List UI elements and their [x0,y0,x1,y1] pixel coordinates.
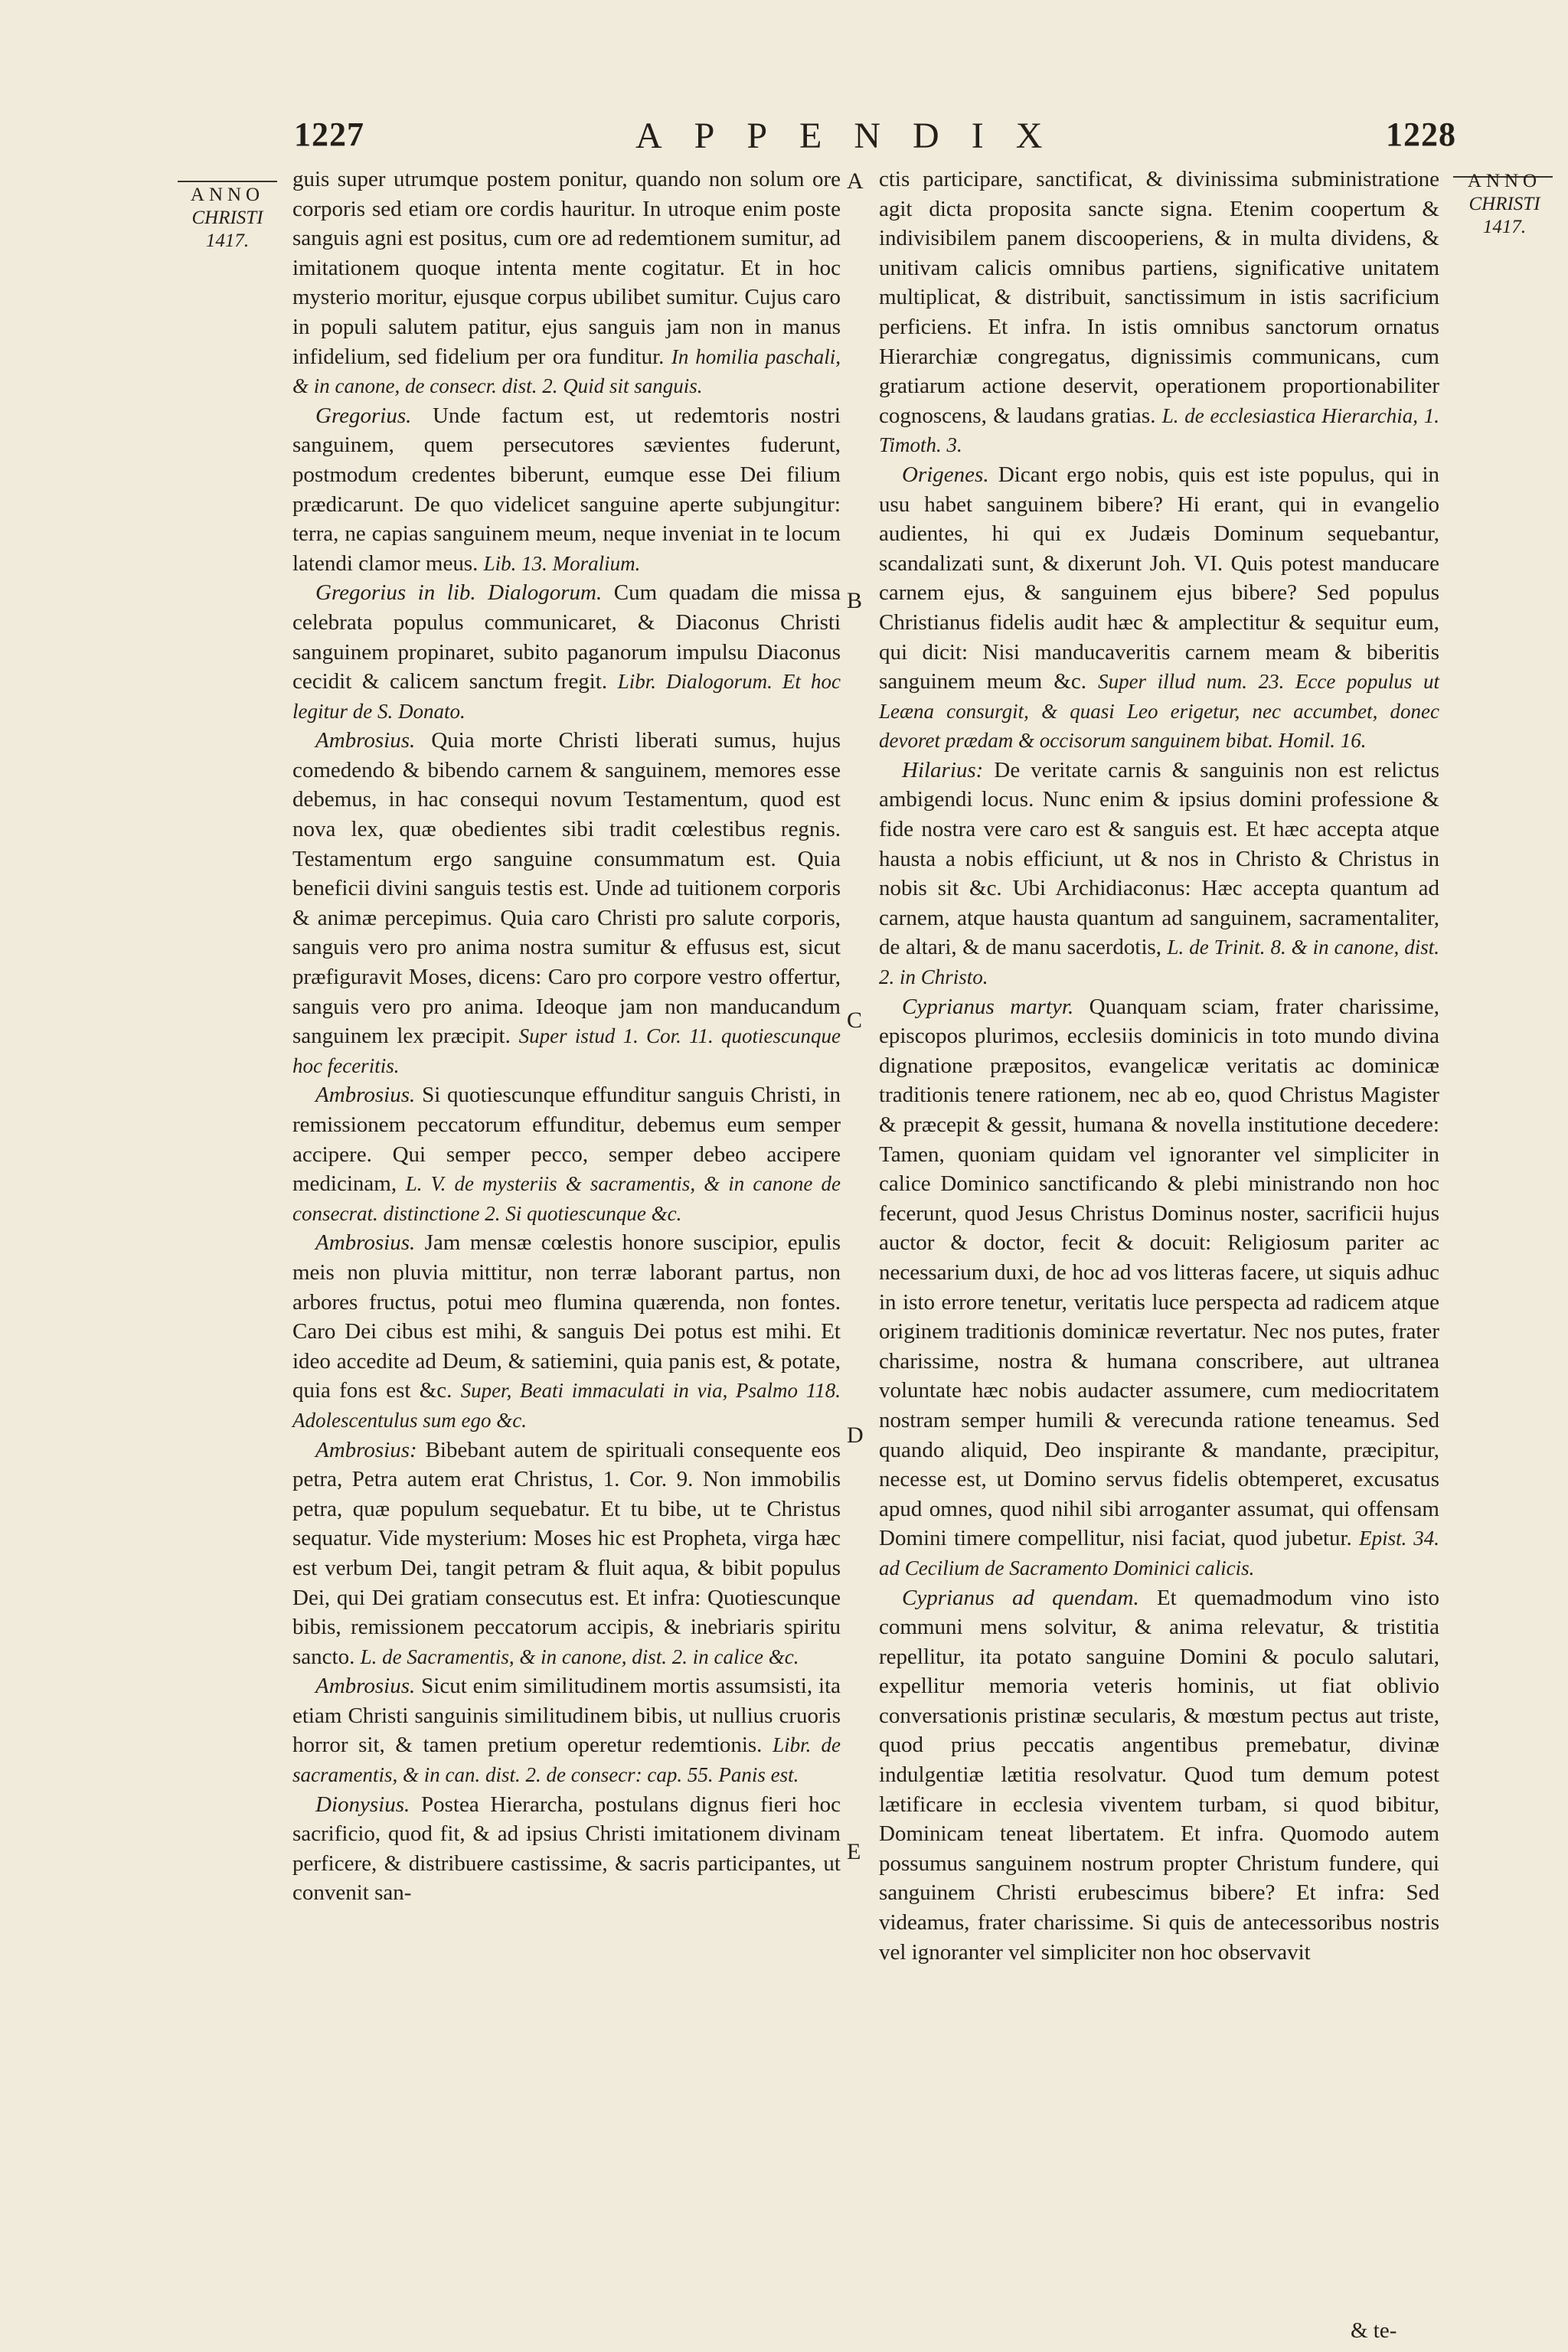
paragraph-reference: Super istud 1. Cor. 11. quotiescunque hoc feceritis. [292,1024,841,1077]
paragraph-text: Sicut enim similitudinem mortis assumsisti, ita etiam Christi sanguinis similitudinem bibis, ut nullius cruoris horror sit, & tamen pretium operetur redemtionis. [292,1674,841,1758]
paragraph-text: Quia morte Christi liberati sumus, hujus comedendo & bibendo carnem & sanguinem, memores esse debemus, in hac consequi novum Testamentum, quod est nova lex, quæ obedientes sibi tradit cœlestibus regnis. Testamentum ergo sanguine consummatum est. Quia beneficii divini sanguis testis est. Unde ad tuitionem corporis & animæ percepimus. Quia caro Christi pro salute corporis, sanguis vero pro anima nostra sumitur & effusus est, sicut præfiguravit Moses, dicens: Caro pro corpore vestro offertur, sanguis vero pro anima. Ideoque jam non manducandum sanguinem lex præcipit. [292,728,841,1049]
paragraph-text: ctis participare, sanctificat, & divinissima subministratione agit dicta proposita sancte signa. Etenim coopertum & indivisibilem panem discooperiens, & in multa dividens, & unitivam calicis omnibus partiens, significative unitatem multiplicat, & distribuit, sanctissimum in istis sacrificium perficiens. Et infra. In istis omnibus sanctorum ornatus Hierarchiæ congregatus, dignissimis communicans, cum gratiarum actione deservit, operationem proportionabiliter cognoscens, & laudans gratias. [879,167,1439,428]
paragraph [292,1671,841,1789]
paragraph-text: Unde factum est, ut redemtoris nostri sanguinem, quem persecutores sævientes fuderunt, postmodum credentes biberunt, eumque esse Dei filium prædicarunt. De quo videlicet sanguine aperte subjungitur: terra, ne capias sanguinem meum, neque inveniat in te locum latendi clamor meus. [292,403,841,576]
side-note-anno: ANNO [1467,171,1542,191]
paragraph-reference: L. de Trinit. 8. & in canone, dist. 2. in Christo. [879,936,1440,989]
paragraph-reference: L. V. de mysteriis & sacramentis, & in canone de consecrat. distinctione 2. Si quotiescunque &c. [292,1172,841,1225]
paragraph-author: Ambrosius. [315,1674,416,1699]
paragraph [879,1583,1439,1968]
paragraph-text: Postea Hierarcha, postulans dignus fieri hoc sacrificio, quod fit, & ad ipsius Christi imitationem divinam perficere, & distribuere castissime, & sacris participantes, ut convenit san- [292,1792,841,1906]
paragraph [292,1790,841,1908]
paragraph [292,578,841,726]
paragraph-reference: L. de ecclesiastica Hierarchia, 1. Timoth. 3. [879,403,1439,457]
paragraph-author: Gregorius. [315,403,412,428]
paragraph [879,756,1439,992]
paragraph-reference: Epist. 34. ad Cecilium de Sacramento Dominici calicis. [879,1527,1439,1579]
paragraph [292,1228,841,1435]
paragraph-text: Bibebant autem de spirituali consequente eos petra, Petra autem erat Christus, 1. Cor. 9. Non immobilis petra, quæ populum sequebatur. Et tu bibe, ut te Christus sequatur. Vide mysterium: Moses hic est Propheta, virga hæc est verbum Dei, tangit petram & fluit aqua, & bibit populus Dei, qui Dei gratiam consecutus est. Et infra: Quotiescunque bibis, remissionem peccatorum accipis, & inebriaris spiritu sancto. [292,1437,841,1669]
paragraph [879,460,1439,756]
paragraph-text: guis super utrumque postem ponitur, quando non solum ore corporis sed etiam ore cordis hauritur. In utroque enim poste sanguis agni est positus, cum ore ad redemtionem sumitur, ad imitationem quoque intenta mente cogitatur. Et in hoc mysterio moritur, ejusque corpus ubilibet sumitur. Cujus caro in populi salutem patitur, ejus sanguis jam non in manus infidelium, sed fidelium per ora funditur. [292,167,841,369]
page-number-right: 1228 [1386,116,1456,153]
paragraph-author: Ambrosius. [315,1083,416,1108]
paragraph-author: Ambrosius. [315,1230,416,1256]
paragraph-text: Dicant ergo nobis, quis est iste populus, qui in usu habet sanguinem bibere? Hi erant, qui in evangelio audientes, hi qui ex Judæis Dominum sequebantur, scandalizati sunt, & dixerunt Joh. VI. Quis potest manducare carnem ejus, & sanguinem ejus bibere? Sed populus Christianus fidelis audit hæc & amplectitur & sequitur eum, qui dicit: Nisi manducaveritis carnem meam & biberitis sanguinem meum &c. [879,462,1440,694]
paragraph-reference: Super illud num. 23. Ecce populus ut Leæna consurgit, & quasi Leo erigetur, nec accumbet, donec devoret prædam & occisorum sanguinem bibat. Homil. 16. [879,670,1440,753]
margin-letter-e: E [847,1839,861,1864]
side-note-right [1455,170,1554,239]
page-header [0,115,1568,168]
margin-letter-d: D [847,1423,864,1448]
side-note-christi: CHRISTI [1468,194,1540,214]
paragraph-author: Hilarius: [902,757,984,782]
margin-letter-c: C [847,1008,863,1033]
paragraph [879,992,1439,1583]
paragraph-text: Jam mensæ cœlestis honore suscipior, epulis meis non pluvia mittitur, non terræ laborant partus, non arbores fructus, potui meo flumina quærenda, non fontes. Caro Dei cibus est mihi, & sanguis Dei potus est mihi. Et ideo accedite ad Deum, & satiemini, quia panis est, & potate, quia fons est &c. [292,1230,841,1403]
side-note-rule-left [178,181,277,182]
paragraph [292,726,841,1080]
catchword: & te- [1351,2318,1397,2343]
paragraph-text: Quanquam sciam, frater charissime, episcopos plurimos, ecclesiis dominicis in toto mundo divina dignatione præpositos, evangelicæ veritatis ac dominicæ traditionis tenere rationem, nec ab eo, quod Christus Magister & præcepit & gessit, humana & novella institutione decedere: Tamen, quoniam quidam vel ignoranter vel simpliciter in calice Dominico sanctificando & plebi ministrando non hoc fecerunt, quod Jesus Christus Dominus noster, sacrificii hujus auctor & doctor, fecit & docuit: Religiosum pariter ac necessarium duxi, de hoc ad vos litteras facere, ut siquis adhuc in isto errore tenetur, veritatis luce perspecta ad radicem atque originem traditionis dominicæ revertatur. Nec nos putes, frater charissime, nostra & humana conscribere, aut ultranea voluntate hæc nobis audacter assumere, cum mediocritatem nostram semper humili & verecunda ratione teneamus. Sed quando aliquid, Deo inspirante & mandante, præcipitur, necesse est, ut Domino servus fidelis obtemperet, excusatus apud omnes, quod nihil sibi arroganter assumat, qui offensam Domini timere compellitur, nisi faciat, quod jubetur. [879,994,1439,1551]
side-note-christi: CHRISTI [191,207,263,228]
paragraph-text: De veritate carnis & sanguinis non est relictus ambigendi locus. Nunc enim & ipsius domini professione & fide nostra vere caro est & sanguis est. Et hæc accepta atque hausta a nobis efficiunt, ut & nos in Christo & Christus in nobis sit &c. Ubi Archidiaconus: Hæc accepta quantum ad carnem, atque hausta quantum ad sanguinem, sacramentaliter, de altari, & de manu sacerdotis, [879,757,1440,960]
paragraph-author: Cyprianus martyr. [902,994,1074,1019]
paragraph-author: Origenes. [902,462,989,487]
running-title: APPENDIX [635,116,1075,156]
side-note-year: 1417. [1482,217,1527,237]
margin-letter-a: A [847,168,864,194]
paragraph-reference: Super, Beati immaculati in via, Psalmo 118. Adolescentulus sum ego &c. [292,1379,841,1432]
paragraph-text: Cum quadam die missa celebrata populus communicaret, & Diaconus Christi sanguinem propinaret, subito paganorum impulsu Diaconus cecidit & calicem sanctum fregit. [292,580,841,694]
paragraph [292,1436,841,1672]
paragraph-reference: Libr. de sacramentis, & in can. dist. 2. de consecr: cap. 55. Panis est. [292,1733,841,1787]
paragraph-reference: Lib. 13. Moralium. [483,551,641,575]
paragraph [879,165,1439,460]
paragraph [292,401,841,579]
paragraph-author: Ambrosius. [315,728,416,753]
paragraph-author: Cyprianus ad quendam. [902,1585,1139,1610]
paragraph-reference: L. de Sacramentis, & in canone, dist. 2. in calice &c. [360,1645,799,1668]
paragraph [292,165,841,401]
margin-letter-b: B [847,588,863,613]
page-number-left: 1227 [294,116,364,153]
text-column-right [879,165,1439,1967]
side-note-left [178,184,277,253]
paragraph-reference: In homilia paschali, & in canone, de consecr. dist. 2. Quid sit sanguis. [292,345,841,398]
side-note-year: 1417. [205,230,250,251]
paragraph-reference: Libr. Dialogorum. Et hoc legitur de S. Donato. [292,670,841,723]
paragraph [292,1080,841,1228]
paragraph-author: Dionysius. [315,1792,410,1817]
paragraph-author: Gregorius in lib. Dialogorum. [315,580,603,606]
text-column-left [292,165,841,1908]
side-note-anno: ANNO [190,185,265,205]
paragraph-text: Si quotiescunque effunditur sanguis Christi, in remissionem peccatorum effunditur, debemus eum semper accipere. Qui semper pecco, semper debeo accipere medicinam, [292,1083,841,1197]
paragraph-author: Ambrosius: [315,1437,417,1462]
paragraph-text: Et quemadmodum vino isto communi mens solvitur, & anima relevatur, & tristitia repellitur, ita potato sanguine Domini & poculo salutari, expellitur memoria veteris hominis, ut fiat oblivio conversationis pristinæ secularis, & mœstum pectus aut triste, quod prius peccatis angentibus premebatur, divinæ indulgentiæ lætitia resolvatur. Quod tum demum potest lætificare in ecclesia viventem turbam, si quod bibitur, Dominicam teneat libertatem. Et infra. Quomodo autem possumus sanguinem nostrum propter Christum fundere, qui sanguinem Christi erubescimus bibere? Et infra: Sed videamus, frater charissime. Si quis de antecessoribus nostris vel ignoranter vel simpliciter non hoc observavit [879,1585,1439,1965]
